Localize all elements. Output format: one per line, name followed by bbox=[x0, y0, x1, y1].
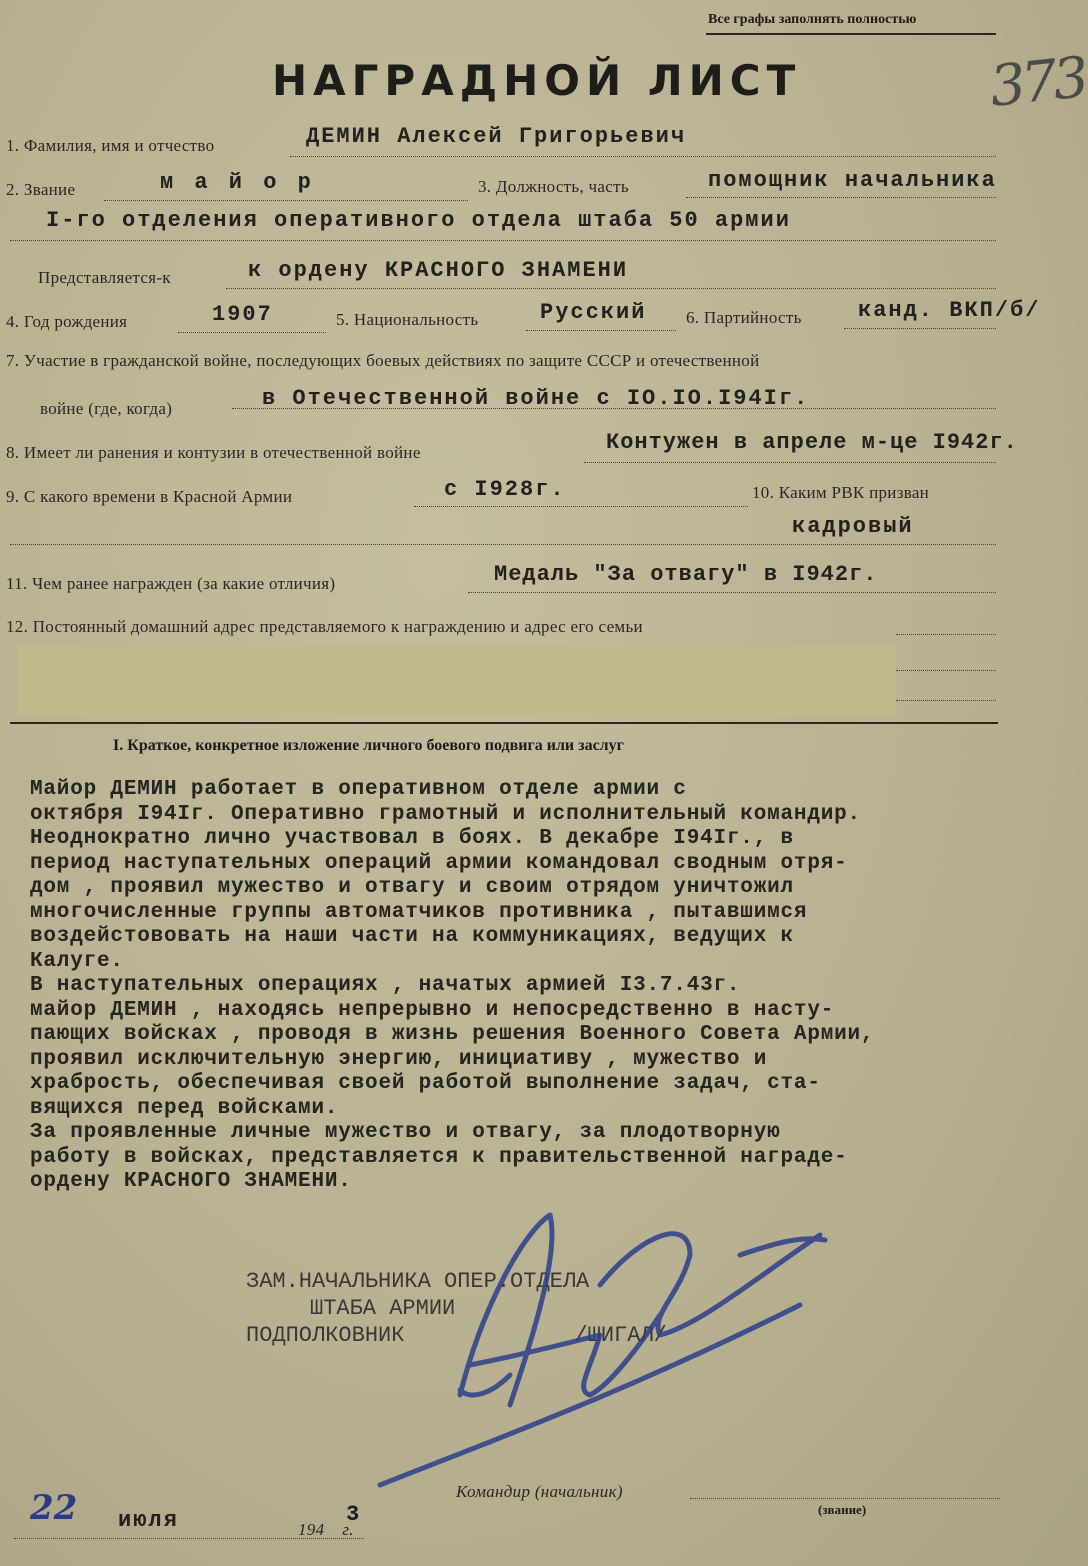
merit-line: Неоднократно лично участвовал в боях. В декабре I94Iг., в bbox=[30, 827, 794, 850]
merit-line: вящихся перед войсками. bbox=[30, 1096, 339, 1120]
field-12-line-3 bbox=[896, 700, 996, 701]
field-3-value: помощник начальника bbox=[708, 168, 997, 193]
redacted-address-block bbox=[18, 645, 896, 717]
signature-stroke bbox=[460, 1375, 510, 1395]
field-11-label: 11. Чем ранее награжден (за какие отличия) bbox=[6, 574, 336, 593]
merit-line: Калуге. bbox=[30, 949, 124, 973]
handwritten-signature bbox=[360, 1195, 840, 1495]
field-4-label: 4. Год рождения bbox=[6, 312, 128, 331]
merit-line: В наступательных операциях , начатых армией I3.7.43г. bbox=[30, 974, 741, 997]
signature-stroke bbox=[600, 1234, 820, 1335]
field-10-line bbox=[10, 544, 996, 545]
header-note-underline bbox=[706, 33, 996, 35]
field-9-value: с I928г. bbox=[444, 477, 566, 502]
merit-line: октября I94Iг. Оперативно грамотный и исполнительный командир. bbox=[30, 802, 861, 826]
field-8-line bbox=[584, 462, 996, 463]
merit-line: ордену КРАСНОГО ЗНАМЕНИ. bbox=[30, 1170, 352, 1193]
signatory-name: /ШИГАЛ/ bbox=[574, 1323, 667, 1348]
field-10-value: кадровый bbox=[792, 514, 914, 539]
field-3-value-line2: I-го отделения оперативного отдела штаба 50 армии bbox=[46, 208, 791, 233]
section-divider bbox=[10, 722, 998, 724]
field-6-label: 6. Партийность bbox=[686, 308, 802, 327]
date-year-prefix: 194 bbox=[298, 1520, 325, 1539]
merit-line: пающих войсках , проводя в жизнь решения Военного Совета Армии, bbox=[30, 1023, 875, 1046]
field-10-label: 10. Каким РВК призван bbox=[752, 483, 930, 502]
section-1-title: I. Краткое, конкретное изложение личного боевого подвига или заслуг bbox=[113, 737, 624, 754]
presented-for-line bbox=[226, 288, 996, 289]
field-2-label: 2. Звание bbox=[6, 180, 76, 199]
merit-line: За проявленные личные мужество и отвагу, за плодотворную bbox=[30, 1121, 781, 1144]
merit-line: дом , проявил мужество и отвагу и своим отрядом уничтожил bbox=[30, 876, 794, 899]
field-4-value: 1907 bbox=[212, 302, 273, 327]
field-11-value: Медаль "За отвагу" в I942г. bbox=[494, 562, 878, 587]
signature-stroke bbox=[740, 1239, 825, 1255]
field-8-label: 8. Имеет ли ранения и контузии в отечественной войне bbox=[6, 443, 421, 462]
document-title: НАГРАДНОЙ ЛИСТ bbox=[272, 56, 802, 105]
field-1-label: 1. Фамилия, имя и отчество bbox=[6, 136, 215, 155]
field-5-label: 5. Национальность bbox=[336, 310, 479, 329]
commander-label: Командир (начальник) bbox=[456, 1482, 623, 1501]
date-year-suffix: г. bbox=[342, 1520, 354, 1539]
commander-line bbox=[690, 1498, 1000, 1499]
field-2-line bbox=[104, 200, 468, 201]
merit-line: храбрость, обеспечивая своей работой выполнение задач, ста- bbox=[30, 1072, 821, 1095]
field-11-line bbox=[468, 592, 996, 593]
field-9-label: 9. С какого времени в Красной Армии bbox=[6, 487, 293, 506]
field-3-label: 3. Должность, часть bbox=[478, 177, 629, 196]
merit-line: работу в войсках, представляется к правительственной награде- bbox=[30, 1145, 848, 1169]
field-3-line-2 bbox=[10, 240, 996, 241]
date-month: июля bbox=[118, 1508, 179, 1533]
signatory-unit: ШТАБА АРМИИ bbox=[310, 1296, 456, 1321]
field-7-value: в Отечественной войне с IO.IO.I94Iг. bbox=[262, 386, 810, 411]
field-3-line bbox=[686, 197, 996, 198]
field-5-line bbox=[526, 330, 676, 331]
date-year-digit: 3 bbox=[346, 1502, 360, 1527]
fill-all-fields-note: Все графы заполнять полностью bbox=[708, 12, 917, 27]
merit-line: период наступательных операций армии командовал сводным отря- bbox=[30, 851, 848, 875]
field-7-label-line2: войне (где, когда) bbox=[40, 399, 173, 418]
archive-number: 373 bbox=[986, 45, 1088, 120]
field-12-label: 12. Постоянный домашний адрес представляемого к награждению и адрес его семьи bbox=[6, 617, 643, 636]
merit-line: Майор ДЕМИН работает в оперативном отделе армии с bbox=[30, 778, 687, 801]
field-7-label-line1: 7. Участие в гражданской войне, последующих боевых действиях по защите СССР и отечественной bbox=[6, 351, 760, 370]
field-4-line bbox=[178, 332, 326, 333]
field-9-line bbox=[414, 506, 748, 507]
merit-line: проявил исключительную энергию, инициативу , мужество и bbox=[30, 1047, 768, 1071]
field-6-value: канд. ВКП/б/ bbox=[858, 298, 1041, 323]
field-12-line bbox=[896, 634, 996, 635]
signatory-rank: ПОДПОЛКОВНИК bbox=[246, 1323, 405, 1348]
merit-line: майор ДЕМИН , находясь непрерывно и непосредственно в насту- bbox=[30, 998, 835, 1022]
field-1-line bbox=[290, 156, 996, 157]
field-6-line bbox=[844, 328, 996, 329]
field-8-value: Контужен в апреле м-це I942г. bbox=[606, 430, 1018, 455]
presented-for-value: к ордену КРАСНОГО ЗНАМЕНИ bbox=[248, 258, 629, 283]
signatory-position: ЗАМ.НАЧАЛЬНИКА ОПЕР.ОТДЕЛА bbox=[246, 1269, 590, 1294]
field-2-value: м а й о р bbox=[160, 170, 315, 195]
merit-line: воздейстововать на наши части на коммуникациях, ведущих к bbox=[30, 925, 794, 948]
merit-description bbox=[30, 778, 1080, 1195]
merit-line: многочисленные группы автоматчиков противника , пытавшимся bbox=[30, 900, 808, 924]
field-1-value: ДЕМИН Алексей Григорьевич bbox=[306, 124, 687, 149]
date-day: 22 bbox=[30, 1488, 78, 1528]
field-5-value: Русский bbox=[540, 300, 647, 325]
rank-label: (звание) bbox=[818, 1502, 867, 1517]
field-12-line-2 bbox=[896, 670, 996, 671]
presented-for-label: Представляется-к bbox=[38, 268, 171, 287]
